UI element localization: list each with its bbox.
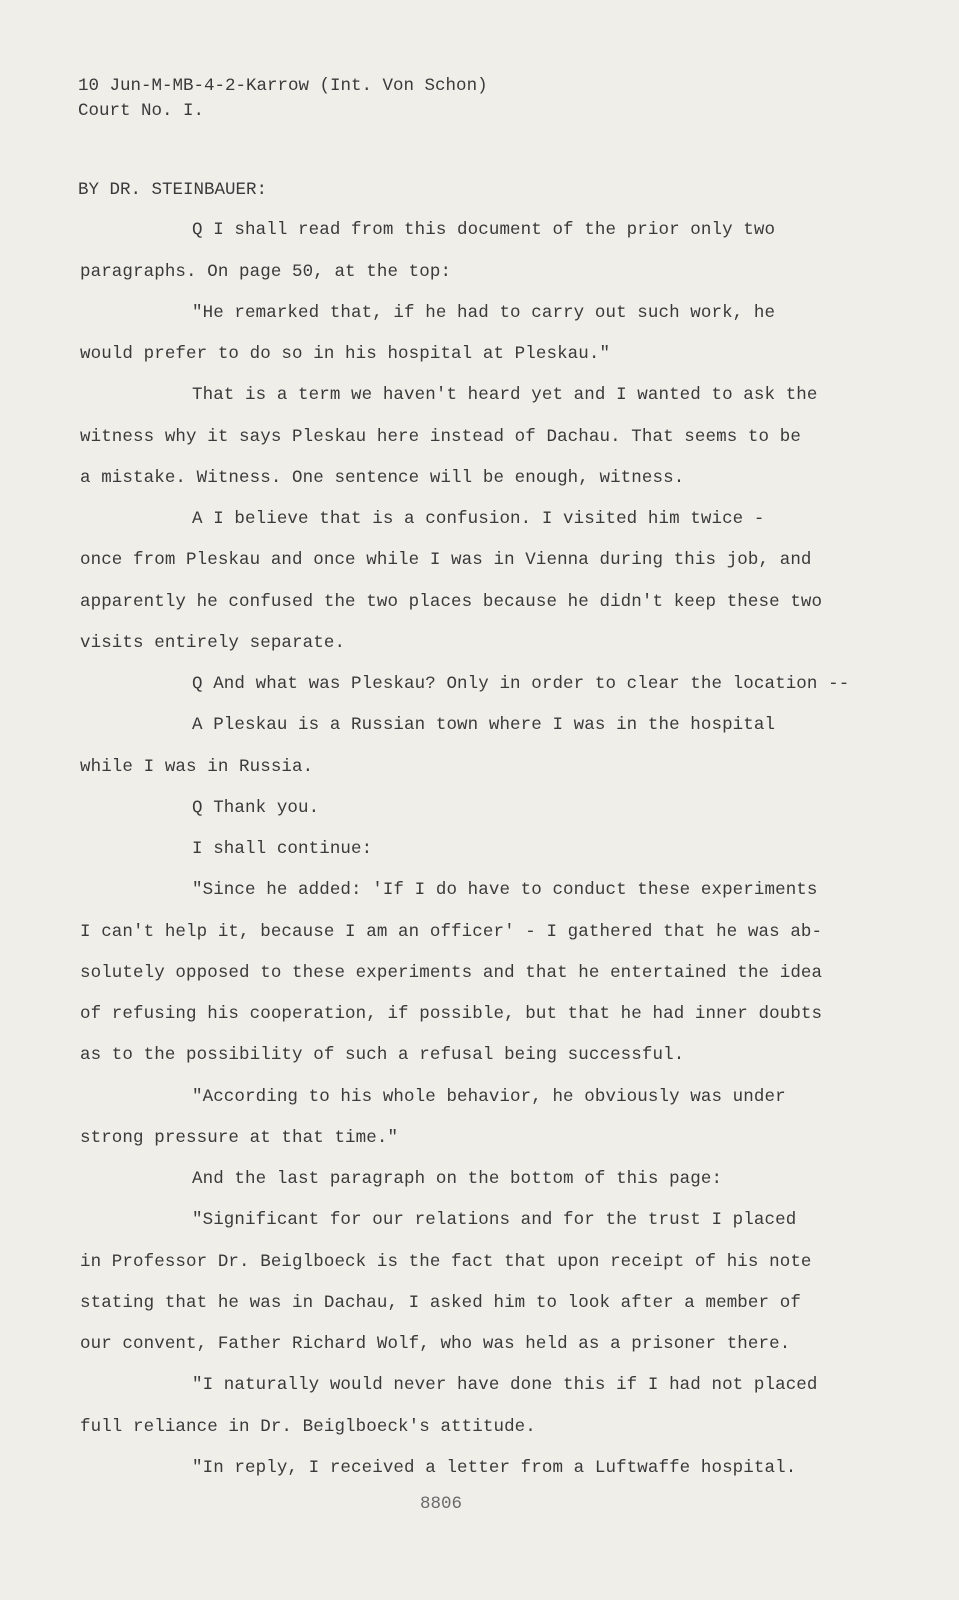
text-line: I shall continue: bbox=[192, 839, 373, 859]
text-line: Q Thank you. bbox=[192, 798, 320, 818]
text-line: strong pressure at that time." bbox=[80, 1128, 399, 1148]
header-court: Court No. I. bbox=[78, 101, 205, 121]
text-line: in Professor Dr. Beiglboeck is the fact that upon receipt of his note bbox=[80, 1252, 812, 1272]
text-line: of refusing his cooperation, if possible, but that he had inner doubts bbox=[80, 1004, 823, 1024]
text-line: "I naturally would never have done this if I had not placed bbox=[192, 1375, 818, 1395]
text-line: Q And what was Pleskau? Only in order to clear the location -- bbox=[192, 674, 850, 694]
text-line: paragraphs. On page 50, at the top: bbox=[80, 262, 452, 282]
text-line: a mistake. Witness. One sentence will be enough, witness. bbox=[80, 468, 685, 488]
document-header bbox=[78, 74, 488, 124]
page-number: 8806 bbox=[420, 1494, 463, 1514]
text-line: A I believe that is a confusion. I visited him twice - bbox=[192, 509, 765, 529]
text-line: our convent, Father Richard Wolf, who was held as a prisoner there. bbox=[80, 1334, 791, 1354]
text-line: "He remarked that, if he had to carry out such work, he bbox=[192, 303, 776, 323]
text-line: would prefer to do so in his hospital at Pleskau." bbox=[80, 344, 611, 364]
text-line: "According to his whole behavior, he obviously was under bbox=[192, 1087, 786, 1107]
text-line: "Significant for our relations and for the trust I placed bbox=[192, 1210, 797, 1230]
text-line: solutely opposed to these experiments and that he entertained the idea bbox=[80, 963, 823, 983]
text-line: That is a term we haven't heard yet and I wanted to ask the bbox=[192, 385, 818, 405]
header-reference: 10 Jun-M-MB-4-2-Karrow (Int. Von Schon) bbox=[78, 76, 488, 96]
text-line: stating that he was in Dachau, I asked him to look after a member of bbox=[80, 1293, 801, 1313]
text-line: "Since he added: 'If I do have to conduct these experiments bbox=[192, 880, 818, 900]
text-line: I can't help it, because I am an officer' - I gathered that he was ab- bbox=[80, 922, 823, 942]
examiner-heading: BY DR. STEINBAUER: bbox=[78, 180, 268, 200]
text-line: A Pleskau is a Russian town where I was in the hospital bbox=[192, 715, 776, 735]
text-line: once from Pleskau and once while I was in Vienna during this job, and bbox=[80, 550, 812, 570]
text-line: "In reply, I received a letter from a Luftwaffe hospital. bbox=[192, 1458, 797, 1478]
text-line: full reliance in Dr. Beiglboeck's attitude. bbox=[80, 1417, 536, 1437]
text-line: Q I shall read from this document of the prior only two bbox=[192, 220, 776, 240]
text-line: visits entirely separate. bbox=[80, 633, 346, 653]
text-line: apparently he confused the two places because he didn't keep these two bbox=[80, 592, 823, 612]
text-line: And the last paragraph on the bottom of this page: bbox=[192, 1169, 723, 1189]
text-line: while I was in Russia. bbox=[80, 757, 314, 777]
text-line: witness why it says Pleskau here instead of Dachau. That seems to be bbox=[80, 427, 801, 447]
text-line: as to the possibility of such a refusal being successful. bbox=[80, 1045, 685, 1065]
